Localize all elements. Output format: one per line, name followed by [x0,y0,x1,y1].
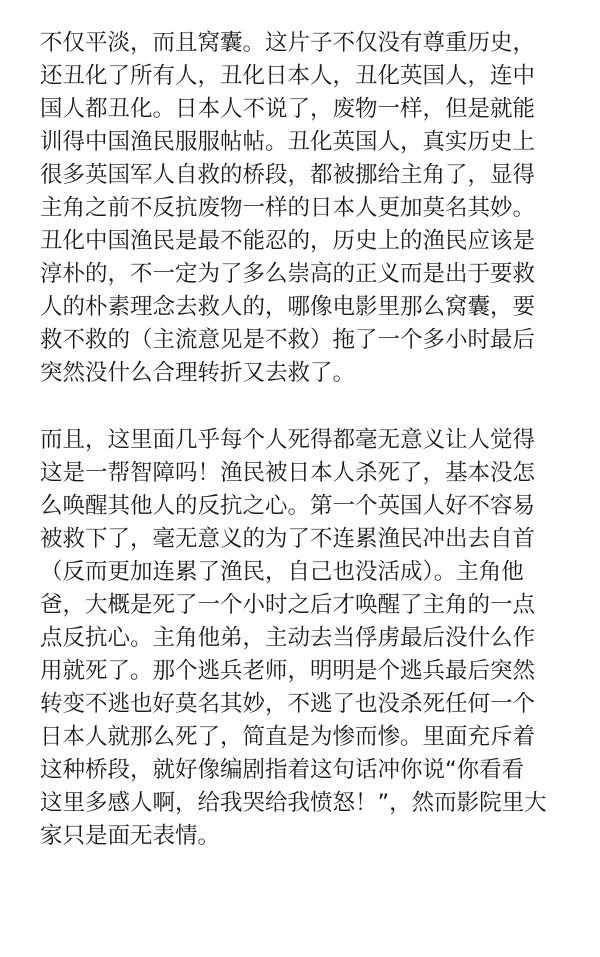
text-line: 救不救的（主流意见是不救）拖了一个多小时最后 [40,327,536,353]
text-line: 还丑化了所有人，丑化日本人，丑化英国人，连中 [40,63,536,89]
text-line: 爸，大概是死了一个小时之后才唤醒了主角的一点 [40,592,536,618]
text-line: 么唤醒其他人的反抗之心。第一个英国人好不容易 [40,493,536,519]
text-line: 训得中国渔民服服帖帖。丑化英国人，真实历史上 [40,129,536,155]
text-line: 很多英国军人自救的桥段，都被挪给主角了，显得 [40,162,536,188]
text-line: 用就死了。那个逃兵老师，明明是个逃兵最后突然 [40,658,536,684]
text-line: 不仅平淡，而且窝囊。这片子不仅没有尊重历史， [40,30,536,56]
text-line: （反而更加连累了渔民，自己也没活成）。主角他 [40,559,524,585]
text-line: 转变不逃也好莫名其妙，不逃了也没杀死任何一个 [40,691,536,717]
text-line: 国人都丑化。日本人不说了，废物一样，但是就能 [40,96,536,122]
paragraph-2 [40,424,574,853]
text-line: 家只是面无表情。 [40,823,221,849]
text-line: 淳朴的，不一定为了多么崇高的正义而是出于要救 [40,261,536,287]
text-line: 而且，这里面几乎每个人死得都毫无意义让人觉得 [40,427,536,453]
text-line: 人的朴素理念去救人的，哪像电影里那么窝囊，要 [40,294,536,320]
text-line: 这种桥段，就好像编剧指着这句话冲你说“你看看 [40,757,525,783]
text-line: 被救下了，毫无意义的为了不连累渔民冲出去自首 [40,526,536,552]
text-line: 主角之前不反抗废物一样的日本人更加莫名其妙。 [40,195,536,221]
text-line: 这里多感人啊，给我哭给我愤怒！”，然而影院里大 [40,790,547,816]
text-line: 日本人就那么死了，简直是为惨而惨。里面充斥着 [40,724,536,750]
text-line: 突然没什么合理转折又去救了。 [40,360,356,386]
paragraph-1 [40,27,574,390]
text-line: 丑化中国渔民是最不能忍的，历史上的渔民应该是 [40,228,536,254]
text-line: 点反抗心。主角他弟，主动去当俘虏最后没什么作 [40,625,536,651]
text-line: 这是一帮智障吗！渔民被日本人杀死了，基本没怎 [40,460,536,486]
